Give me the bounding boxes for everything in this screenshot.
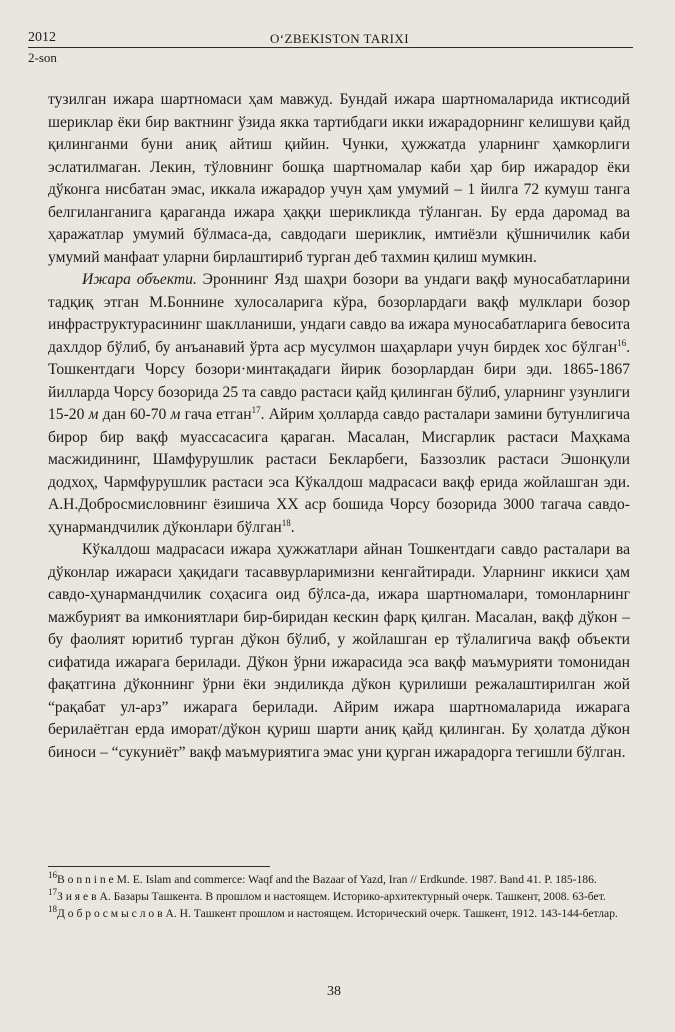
paragraph-2-text-a: Эроннинг Язд шаҳри бозори ва ундаги вақф муносабатларини тадқиқ этган М.Боннине хулосаларига кўра, бозорлардаги вақф мулклари бозор инфраструктурасининг шаклланиши, ундаги савдо ва ижара муносабатларига бевосита дахлдор бўлиб, бу анъанавий ўрта аср мусулмон шаҳарлари учун бирдек хос бўлган xyxy=(48,271,630,356)
footnote-number: 16 xyxy=(48,870,57,881)
footnote-18 xyxy=(48,906,630,921)
paragraph-2-text-f: . xyxy=(290,518,295,536)
page-number: 38 xyxy=(327,984,341,999)
footnote-number: 18 xyxy=(48,904,57,915)
footnote-author: Д о б р о с м ы с л о в xyxy=(57,907,163,920)
header-year: 2012 xyxy=(28,30,56,45)
paragraph-2 xyxy=(48,269,630,539)
footnote-author: B o n n i n e xyxy=(57,873,114,886)
footnotes xyxy=(48,872,630,923)
paragraph-2-text-c: дан 60-70 xyxy=(98,406,171,423)
unit-metre-1: м xyxy=(88,406,99,423)
footnote-ref-16: 16 xyxy=(617,337,627,348)
paragraph-1: тузилган ижара шартномаси ҳам мавжуд. Бундай ижара шартномаларида иктисодий шериклар ёки бир вактнинг ўзида якка тартибдаги икки ижарадорнинг келишуви қайд қилинганми буни аниқ айтиш қийин. Чунки, ҳужжатда уларнинг ҳамкорлиги эслатилмаган. Лекин, тўловнинг бошқа шартномалар каби ҳар бир ижарадор ёки дўконга нисбатан эмас, иккала ижарадор учун ҳам умумий – 1 йилга 72 кумуш танга белгиланганига қараганда ижара ҳаққи шерикликда тўланган. Бу ерда даромад ва ҳаражатлар умумий бўлмаса-да, савдодаги шериклик, имтиёзли қўшничилик каби умумий манфаат уларни бирлаштириб турган деб тахмин қилиш мумкин. xyxy=(48,91,630,266)
footnote-text: А. Н. Ташкент прошлом и настоящем. Исторический очерк. Ташкент, 1912. 143-144-бетлар. xyxy=(162,907,618,920)
paragraph-3: Кўкалдош мадрасаси ижара ҳужжатлари айнан Тошкентдаги савдо расталари ва дўконлар ижараси ҳақидаги тасаввурларимизни кенгайтиради. Уларнинг иккиси ҳам савдо-ҳунармандчилик соҳасига оид бўлса-да, ижара шартномалари, томонларнинг мажбурият ва имкониятлари бир-биридан кескин фарқ қилган. Масалан, вақф дўкон – бу фаолият юритиб турган дўкон бўлиб, у жойлашган ер тўлалигича вақф объекти сифатида ижарага берилади. Дўкон ўрни ижарасида эса вақф маъмурияти томонидан фақатгина дўконнинг ўрни ёки эндиликда дўкон қурилиши режалаштирилган жой “рақабат ул-арз” ижарага берилади. Айрим ижара шартномаларида ижарага берилаётган ерда иморат/дўкон қуриш шарти аниқ қайд қилинган. Бу ҳолатда дўкон биноси – “сукуниёт” вақф маъмуриятига эмас уни қурган ижарадорга тегишли бўлган. xyxy=(48,541,630,761)
running-header xyxy=(28,29,633,48)
footnote-number: 17 xyxy=(48,887,57,898)
header-journal-title: O‘ZBEKISTON TARIXI xyxy=(270,31,409,46)
footnote-text: А. Базары Ташкента. В прошлом и настоящем. Историко-архитектурный очерк. Ташкент, 2008. 63-бет. xyxy=(96,890,606,903)
paragraph-2-text-e: . Айрим ҳолларда савдо расталари замини бутунлигича бирор бир вақф муассасасига қараган. Масалан, Мисгарлик растаси Маҳкама масжидининг, Шамфурушлик растаси Бекларбеги, Баззозлик растаси Эшонқули додхоҳ, Чармфурушлик растаси эса Кўкалдош мадрасаси вақф ерида жойлашган эди. А.Н.Добросмисловнинг ёзишича ХХ аср бошида Чорсу бозорида 3000 тагача савдо-ҳунармандчилик дўконлари бўлган xyxy=(48,406,631,536)
section-lead-italic: Ижара объекти. xyxy=(82,271,197,288)
footnote-text: M. E. Islam and commerce: Waqf and the Bazaar of Yazd, Iran // Erdkunde. 1987. Band 41. P. 185-186. xyxy=(113,873,597,886)
footnote-author: З и я е в xyxy=(57,890,97,903)
article-body xyxy=(48,89,630,764)
unit-metre-2: м xyxy=(170,406,181,423)
footnote-divider xyxy=(48,866,270,867)
header-issue: 2-son xyxy=(28,50,57,65)
paragraph-2-text-b: . Тошкентдаги Чорсу бозори·минтақадаги йирик бозорлардан бири эди. 1865-1867 йилларда Чорсу бозорида 25 та савдо растаси қайд қилинган бўлиб, уларнинг узунлиги 15-20 xyxy=(48,338,630,423)
paragraph-2-text-d: гача етган xyxy=(180,406,252,423)
footnote-17 xyxy=(48,889,630,904)
footnote-ref-18: 18 xyxy=(281,517,291,528)
footnote-ref-17: 17 xyxy=(251,404,261,415)
footnote-16 xyxy=(48,872,630,887)
